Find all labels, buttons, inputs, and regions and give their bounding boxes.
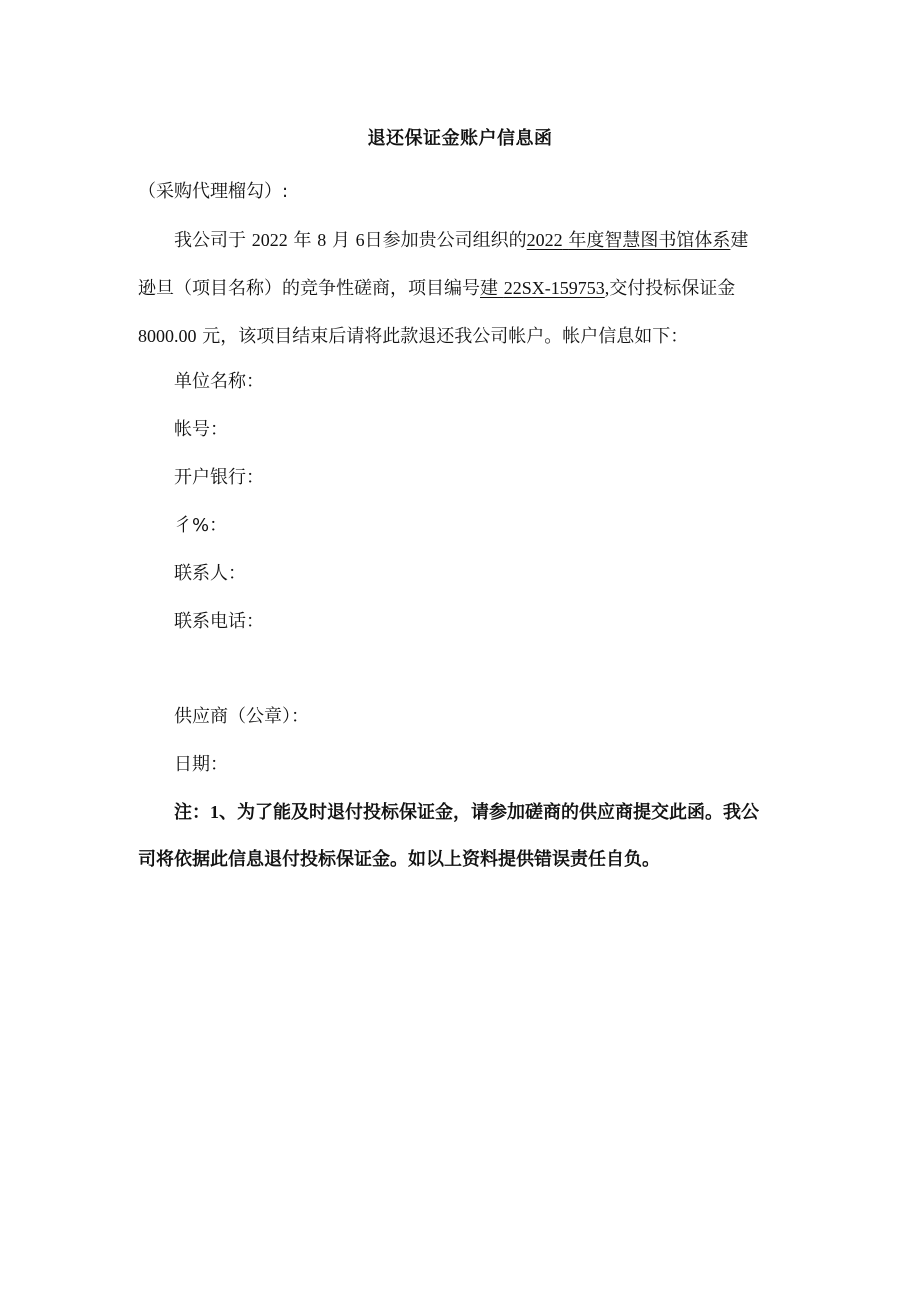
project-name-cont: 逊旦: [138, 278, 174, 299]
project-name-year: 2022: [526, 230, 563, 250]
text: 月: [331, 230, 350, 251]
project-name-text: 年度智慧图书馆体系: [568, 230, 731, 251]
field-supplier-seal: 供应商（公章）：: [174, 706, 309, 727]
note-line-1: [174, 800, 759, 825]
text: 我公司于: [174, 230, 246, 251]
field-odd: 彳%：: [174, 515, 228, 536]
document-title: 退还保证金账户信息函: [367, 128, 553, 149]
note-text: 、为了能及时退付投标保证金，请参加磋商的供应商提交此函。我公: [219, 802, 759, 823]
field-phone: 联系电话：: [174, 611, 264, 632]
project-name-underlined: [527, 230, 731, 251]
paragraph-line-3: [138, 324, 688, 349]
text: ,交付投标保证金: [604, 278, 736, 298]
note-number: 1: [210, 802, 219, 822]
field-account-no: 帐号：: [174, 419, 228, 440]
field-contact: 联系人：: [174, 563, 246, 584]
day: 6: [355, 230, 365, 250]
text: （项目名称）的竞争性磋商，项目编号: [174, 278, 480, 299]
paragraph-line-2: [138, 276, 735, 301]
field-bank: 开户银行：: [174, 467, 264, 488]
project-code-underlined: [480, 278, 605, 299]
paragraph-line-1: [174, 228, 748, 253]
year: 2022: [251, 230, 288, 250]
field-date: 日期：: [174, 754, 228, 775]
amount: 8000.00: [138, 326, 197, 346]
text: 年: [293, 230, 312, 251]
project-code-prefix: 建: [480, 278, 498, 299]
note-prefix: 注：: [174, 802, 210, 823]
field-unit-name: 单位名称：: [174, 371, 264, 392]
project-name-tail: 建: [730, 230, 749, 251]
text: 元，该项目结束后请将此款退还我公司帐户。帐户信息如下：: [202, 326, 689, 347]
text: 日参加贵公司组织的: [364, 230, 527, 251]
salutation: （采购代理榴勾）:: [138, 181, 289, 202]
project-code: 22SX-159753: [503, 278, 605, 298]
note-line-2: 司将依据此信息退付投标保证金。如以上资料提供错误责任自负。: [138, 849, 660, 870]
month: 8: [317, 230, 327, 250]
